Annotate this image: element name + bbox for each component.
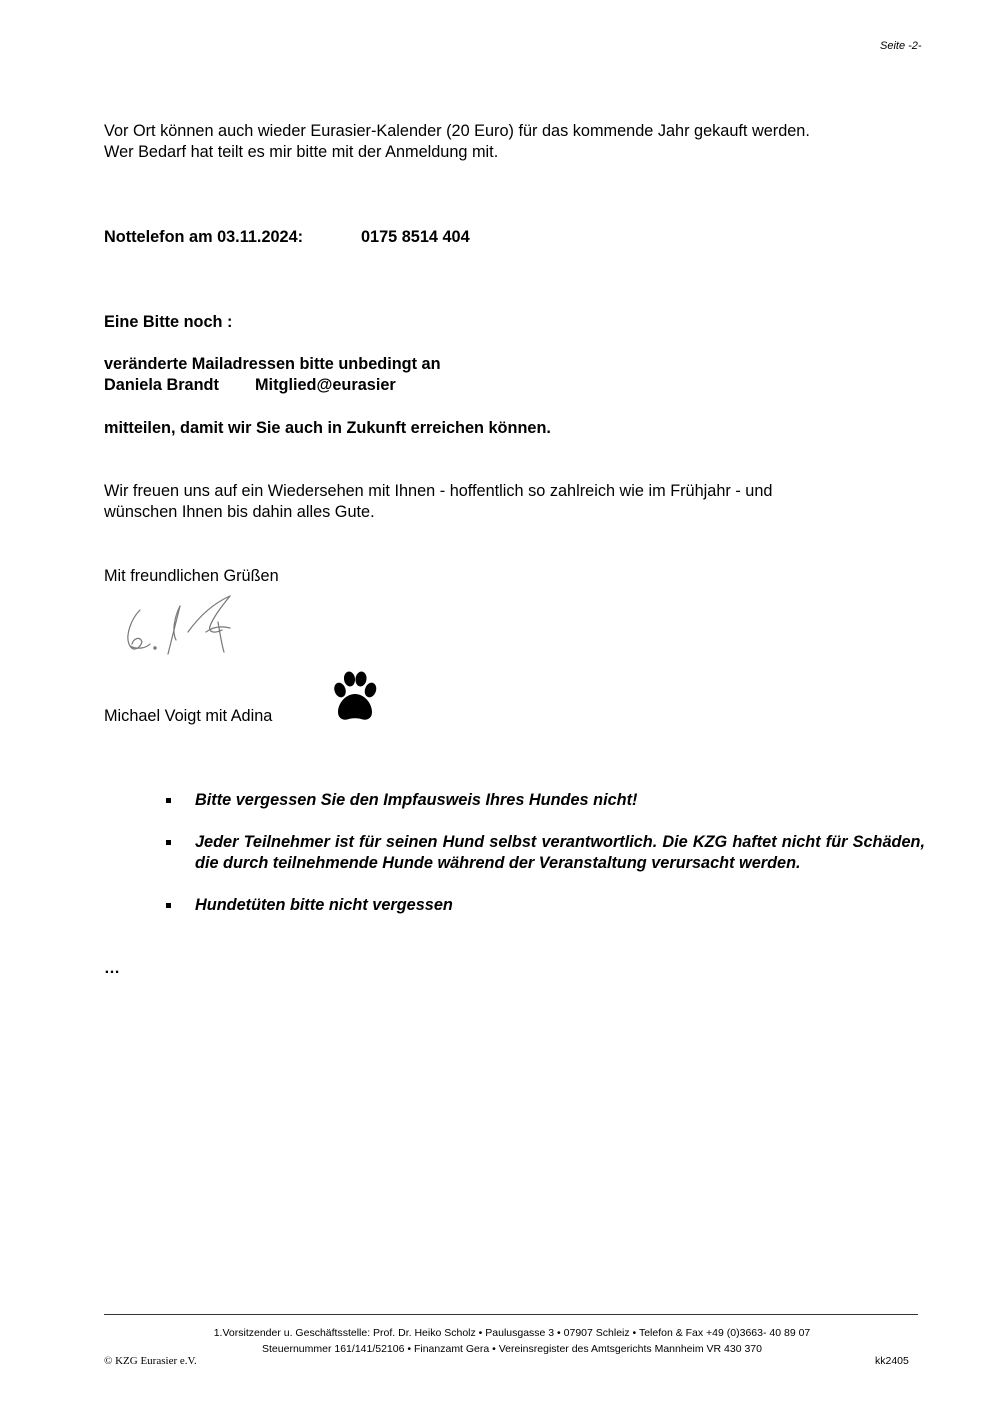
signer-name: Michael Voigt mit Adina <box>104 707 273 725</box>
contact-name: Daniela Brandt <box>104 376 219 394</box>
request-title: Eine Bitte noch : <box>104 313 233 331</box>
wish-line-2: wünschen Ihnen bis dahin alles Gute. <box>104 503 375 521</box>
footer-divider <box>104 1314 918 1315</box>
request-body <box>104 354 441 396</box>
document-code: kk2405 <box>875 1355 909 1367</box>
calendar-paragraph <box>104 121 934 163</box>
emergency-hotline <box>104 227 470 248</box>
handwritten-signature <box>118 592 243 662</box>
calendar-line-1: Vor Ort können auch wieder Eurasier-Kalender (20 Euro) für das kommende Jahr gekauft werden. <box>104 122 810 140</box>
calendar-line-2: Wer Bedarf hat teilt es mir bitte mit der Anmeldung mit. <box>104 143 499 161</box>
list-item: Bitte vergessen Sie den Impfausweis Ihres Hundes nicht! <box>160 790 925 811</box>
hotline-number: 0175 8514 404 <box>361 228 470 246</box>
footer-line-1: 1.Vorsitzender u. Geschäftsstelle: Prof. Dr. Heiko Scholz • Paulusgasse 3 • 07907 Schleiz • Telefon & Fax +49 (0)3663- 40 89 07 <box>213 1327 811 1339</box>
closing-greeting: Mit freundlichen Grüßen <box>104 567 279 585</box>
page-number: Seite -2- <box>880 40 922 52</box>
wish-paragraph <box>104 481 934 523</box>
list-item: Hundetüten bitte nicht vergessen <box>160 895 925 916</box>
copyright: © KZG Eurasier e.V. <box>104 1355 197 1367</box>
wish-line-1: Wir freuen uns auf ein Wiedersehen mit Ihnen - hoffentlich so zahlreich wie im Frühjahr - und <box>104 482 773 500</box>
request-line-3: mitteilen, damit wir Sie auch in Zukunft erreichen können. <box>104 419 551 437</box>
list-item: Jeder Teilnehmer ist für seinen Hund selbst verantwortlich. Die KZG haftet nicht für Schäden, die durch teilnehmende Hunde während der Veranstaltung verursacht werden. <box>160 832 925 874</box>
request-line-1: veränderte Mailadressen bitte unbedingt an <box>104 355 441 373</box>
reminder-list <box>160 790 925 937</box>
continuation-ellipsis: … <box>104 960 120 977</box>
paw-print-icon <box>330 670 380 724</box>
hotline-label: Nottelefon am 03.11.2024: <box>104 228 304 246</box>
contact-email: Mitglied@eurasier <box>255 376 396 394</box>
footer-line-2: Steuernummer 161/141/52106 • Finanzamt Gera • Vereinsregister des Amtsgerichts Mannheim VR 430 370 <box>262 1343 762 1355</box>
